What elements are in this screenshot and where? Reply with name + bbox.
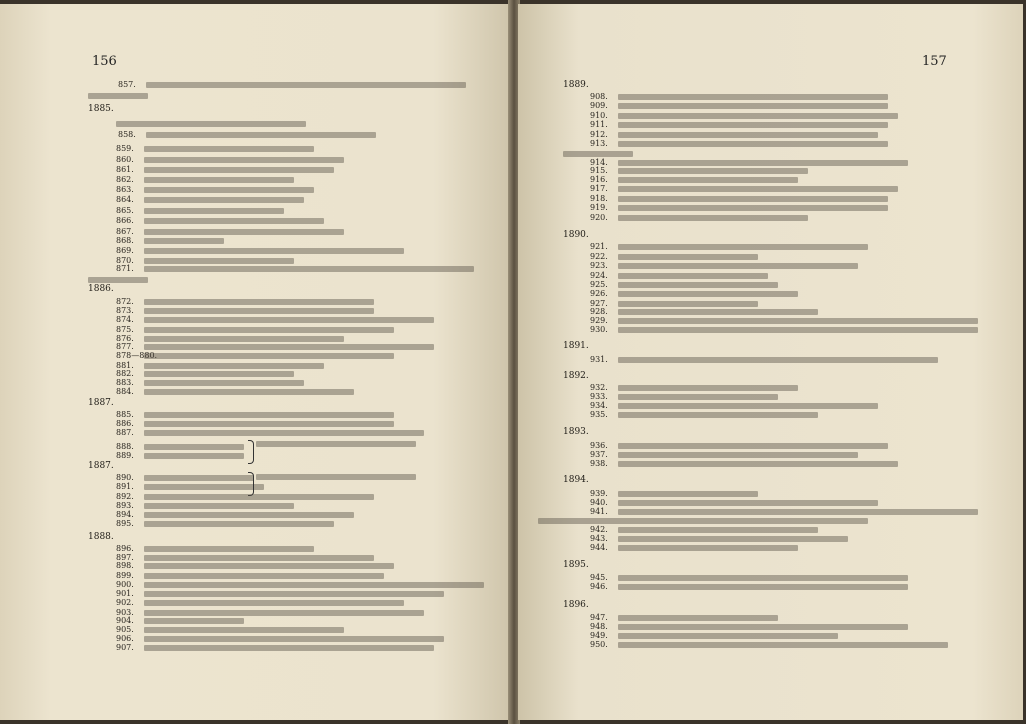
entry-number: 927. <box>590 299 608 308</box>
entry-number: 948. <box>590 622 608 631</box>
entry-number: 939. <box>590 489 608 498</box>
entry-number: 941. <box>590 507 608 516</box>
entry-number: 867. <box>116 227 134 236</box>
entry-number: 881. <box>116 361 134 370</box>
entry-number: 913. <box>590 139 608 148</box>
illegible-text <box>88 93 148 99</box>
entry-number: 920. <box>590 213 608 222</box>
illegible-text <box>618 196 888 202</box>
entry-number: 911. <box>590 120 608 129</box>
illegible-text <box>618 168 808 174</box>
entry-number: 884. <box>116 387 134 396</box>
illegible-text <box>144 555 374 561</box>
illegible-text <box>144 636 444 642</box>
illegible-text <box>144 371 294 377</box>
illegible-text <box>144 308 374 314</box>
illegible-text <box>618 642 948 648</box>
illegible-text <box>144 430 424 436</box>
entry-number: 934. <box>590 401 608 410</box>
year-heading: 1886. <box>88 284 114 294</box>
entry-number: 900. <box>116 580 134 589</box>
illegible-text <box>618 624 908 630</box>
entry-number: 909. <box>590 101 608 110</box>
entry-number: 883. <box>116 378 134 387</box>
entry-number: 946. <box>590 582 608 591</box>
illegible-text <box>618 394 778 400</box>
illegible-text <box>144 197 304 203</box>
entry-number: 874. <box>116 315 134 324</box>
illegible-text <box>618 385 798 391</box>
entry-number: 923. <box>590 261 608 270</box>
entry-number: 919. <box>590 203 608 212</box>
entry-number: 888. <box>116 442 134 451</box>
illegible-text <box>144 512 354 518</box>
illegible-text <box>618 527 818 533</box>
illegible-text <box>144 627 344 633</box>
entry-number: 907. <box>116 643 134 652</box>
illegible-text <box>618 491 758 497</box>
entry-number: 950. <box>590 640 608 649</box>
entry-number: 914. <box>590 158 608 167</box>
illegible-text <box>618 141 888 147</box>
illegible-text <box>144 229 344 235</box>
entry-number: 861. <box>116 165 134 174</box>
entry-number: 904. <box>116 616 134 625</box>
entry-number: 938. <box>590 459 608 468</box>
illegible-text <box>144 573 384 579</box>
entry-number: 933. <box>590 392 608 401</box>
entry-number: 865. <box>116 206 134 215</box>
illegible-text <box>618 318 978 324</box>
entry-number: 897. <box>116 553 134 562</box>
entry-number: 921. <box>590 242 608 251</box>
illegible-text <box>618 412 818 418</box>
illegible-text <box>144 503 294 509</box>
year-heading: 1895. <box>563 560 589 570</box>
illegible-text <box>618 291 798 297</box>
illegible-text <box>144 412 394 418</box>
entry-number: 864. <box>116 195 134 204</box>
illegible-text <box>618 357 938 363</box>
illegible-text <box>618 452 858 458</box>
illegible-text <box>144 187 314 193</box>
illegible-text <box>618 282 778 288</box>
illegible-text <box>144 484 264 490</box>
year-heading: 1894. <box>563 475 589 485</box>
illegible-text <box>146 82 466 88</box>
entry-number: 898. <box>116 561 134 570</box>
entry-number: 886. <box>116 419 134 428</box>
entry-number: 932. <box>590 383 608 392</box>
illegible-text <box>144 167 334 173</box>
entry-number: 862. <box>116 175 134 184</box>
entry-number: 925. <box>590 280 608 289</box>
illegible-text <box>144 299 374 305</box>
entry-number: 893. <box>116 501 134 510</box>
entry-number: 871. <box>116 264 134 273</box>
year-heading: 1887. <box>88 398 114 408</box>
entry-number: 875. <box>116 325 134 334</box>
entry-number: 902. <box>116 598 134 607</box>
entry-number: 922. <box>590 252 608 261</box>
entry-number: 869. <box>116 246 134 255</box>
entry-number: 910. <box>590 111 608 120</box>
illegible-text <box>144 248 404 254</box>
entry-number: 903. <box>116 608 134 617</box>
illegible-text <box>618 584 908 590</box>
entry-number: 908. <box>590 92 608 101</box>
entry-number: 936. <box>590 441 608 450</box>
illegible-text <box>618 254 758 260</box>
illegible-text <box>144 521 334 527</box>
year-heading: 1889. <box>563 80 589 90</box>
illegible-text <box>144 610 424 616</box>
illegible-text <box>144 389 354 395</box>
illegible-text <box>618 403 878 409</box>
entry-number: 896. <box>116 544 134 553</box>
illegible-text <box>144 444 244 450</box>
entry-number: 887. <box>116 428 134 437</box>
illegible-text <box>144 266 474 272</box>
illegible-text <box>618 301 758 307</box>
entry-number: 877. <box>116 342 134 351</box>
illegible-text <box>144 208 284 214</box>
illegible-text <box>144 238 224 244</box>
entry-number: 863. <box>116 185 134 194</box>
illegible-text <box>618 263 858 269</box>
left-page <box>0 4 510 720</box>
illegible-text <box>144 258 294 264</box>
entry-number: 944. <box>590 543 608 552</box>
illegible-text <box>618 186 898 192</box>
year-heading: 1887. <box>88 461 114 471</box>
entry-number: 870. <box>116 256 134 265</box>
illegible-text <box>256 474 416 480</box>
year-heading: 1891. <box>563 341 589 351</box>
illegible-text <box>618 215 808 221</box>
entry-number: 878—880. <box>116 351 158 360</box>
entry-number: 882. <box>116 369 134 378</box>
entry-number: 899. <box>116 571 134 580</box>
entry-number: 931. <box>590 355 608 364</box>
entry-number: 859. <box>116 144 134 153</box>
entry-number: 872. <box>116 297 134 306</box>
entry-number: 916. <box>590 175 608 184</box>
entry-number: 873. <box>116 306 134 315</box>
illegible-text <box>144 618 244 624</box>
illegible-text <box>618 545 798 551</box>
entry-number: 949. <box>590 631 608 640</box>
illegible-text <box>256 441 416 447</box>
entry-number: 868. <box>116 236 134 245</box>
illegible-text <box>144 453 244 459</box>
illegible-text <box>144 146 314 152</box>
entry-number: 857. <box>118 80 136 89</box>
illegible-text <box>146 132 376 138</box>
year-heading: 1892. <box>563 371 589 381</box>
page-number: 156 <box>92 54 117 69</box>
entry-number: 943. <box>590 534 608 543</box>
entry-number: 905. <box>116 625 134 634</box>
illegible-text <box>144 494 374 500</box>
entry-number: 915. <box>590 166 608 175</box>
illegible-text <box>618 327 978 333</box>
illegible-text <box>144 421 394 427</box>
entry-number: 937. <box>590 450 608 459</box>
entry-number: 942. <box>590 525 608 534</box>
illegible-text <box>618 500 878 506</box>
entry-number: 890. <box>116 473 134 482</box>
entry-number: 866. <box>116 216 134 225</box>
illegible-text <box>618 273 768 279</box>
illegible-text <box>618 244 868 250</box>
illegible-text <box>618 509 978 515</box>
entry-number: 906. <box>116 634 134 643</box>
entry-number: 926. <box>590 289 608 298</box>
entry-number: 901. <box>116 589 134 598</box>
entry-number: 935. <box>590 410 608 419</box>
illegible-text <box>144 344 434 350</box>
entry-number: 894. <box>116 510 134 519</box>
illegible-text <box>618 160 908 166</box>
illegible-text <box>618 113 898 119</box>
entry-number: 876. <box>116 334 134 343</box>
illegible-text <box>144 582 484 588</box>
illegible-text <box>618 132 878 138</box>
entry-number: 918. <box>590 194 608 203</box>
illegible-text <box>144 591 444 597</box>
illegible-text <box>116 121 306 127</box>
entry-number: 892. <box>116 492 134 501</box>
year-heading: 1885. <box>88 104 114 114</box>
illegible-text <box>538 518 868 524</box>
illegible-text <box>88 277 148 283</box>
year-heading: 1888. <box>88 532 114 542</box>
illegible-text <box>618 633 838 639</box>
entry-number: 947. <box>590 613 608 622</box>
year-heading: 1893. <box>563 427 589 437</box>
illegible-text <box>618 575 908 581</box>
entry-number: 889. <box>116 451 134 460</box>
illegible-text <box>618 536 848 542</box>
entry-number: 895. <box>116 519 134 528</box>
year-heading: 1896. <box>563 600 589 610</box>
illegible-text <box>144 177 294 183</box>
entry-number: 917. <box>590 184 608 193</box>
entry-number: 930. <box>590 325 608 334</box>
entry-number: 858. <box>118 130 136 139</box>
entry-number: 912. <box>590 130 608 139</box>
illegible-text <box>144 546 314 552</box>
illegible-text <box>144 475 254 481</box>
illegible-text <box>144 380 304 386</box>
illegible-text <box>618 103 888 109</box>
entry-number: 924. <box>590 271 608 280</box>
illegible-text <box>144 600 404 606</box>
illegible-text <box>618 443 888 449</box>
illegible-text <box>144 336 344 342</box>
entry-number: 860. <box>116 155 134 164</box>
page-number: 157 <box>922 54 947 69</box>
entry-number: 940. <box>590 498 608 507</box>
illegible-text <box>618 205 888 211</box>
brace <box>248 472 254 496</box>
illegible-text <box>144 363 324 369</box>
illegible-text <box>618 615 778 621</box>
illegible-text <box>144 327 394 333</box>
illegible-text <box>144 645 434 651</box>
illegible-text <box>618 122 888 128</box>
illegible-text <box>144 353 394 359</box>
illegible-text <box>618 309 818 315</box>
illegible-text <box>144 218 324 224</box>
entry-number: 885. <box>116 410 134 419</box>
entry-number: 928. <box>590 307 608 316</box>
brace <box>248 440 254 464</box>
year-heading: 1890. <box>563 230 589 240</box>
illegible-text <box>144 317 434 323</box>
illegible-text <box>618 94 888 100</box>
entry-number: 891. <box>116 482 134 491</box>
entry-number: 929. <box>590 316 608 325</box>
right-page <box>518 4 1023 720</box>
illegible-text <box>618 177 798 183</box>
illegible-text <box>144 563 394 569</box>
illegible-text <box>144 157 344 163</box>
illegible-text <box>618 461 898 467</box>
entry-number: 945. <box>590 573 608 582</box>
illegible-text <box>563 151 633 157</box>
